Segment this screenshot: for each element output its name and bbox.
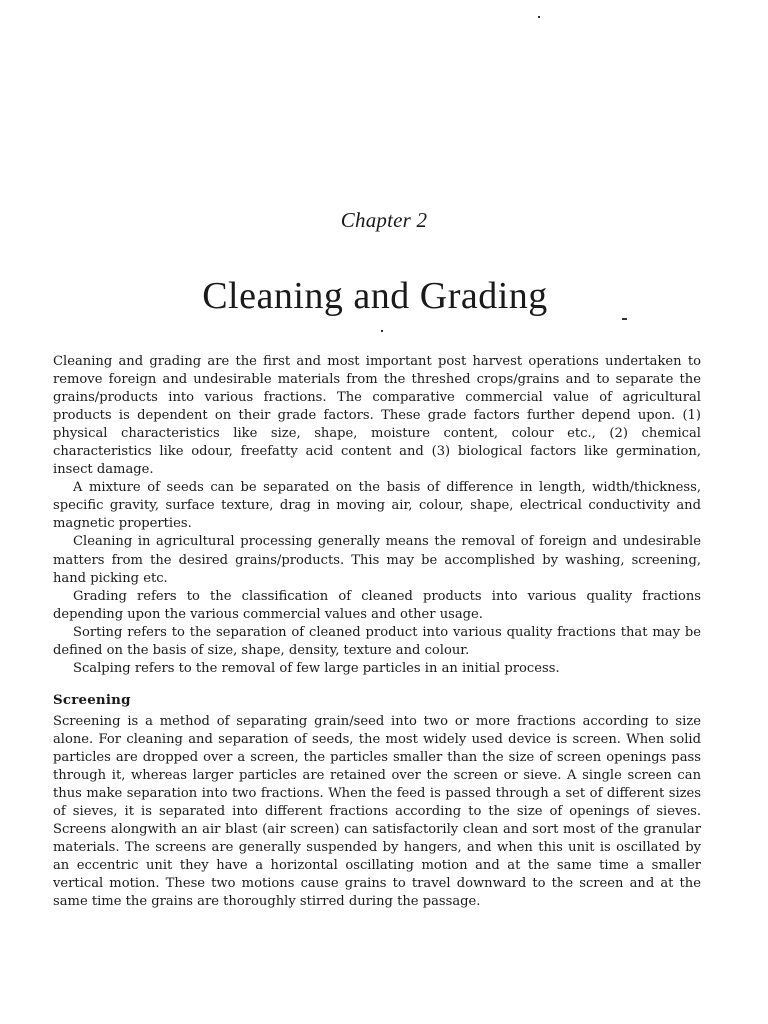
screening-paragraph: Screening is a method of separating grain/seed into two or more fractions according to size alone. For cleaning and separation of seeds, the most widely used device is screen. When solid particles are dropped over a screen, the particles smaller than the size of screen openings pass through it, whereas larger particles are retained over the screen or sieve. A single screen can thus make separation into two fractions. When the feed is passed through a set of different sizes of sieves, it is separated into different fractions according to the size of openings of sieves. Screens alongwith an air blast (air screen) can satisfactorily clean and sort most of the granular materials. The screens are generally suspended by hangers, and when this unit is oscillated by an eccentric unit they have a horizontal oscillating motion and at the same time a smaller vertical motion. These two motions cause grains to travel downward to the screen and at the same time the grains are thoroughly stirred during the passage. bbox=[53, 713, 701, 910]
body-text bbox=[53, 353, 701, 911]
intro-paragraph-5: Sorting refers to the separation of cleaned product into various quality fractions that may be defined on the basis of size, shape, density, texture and colour. bbox=[53, 624, 701, 658]
chapter-label: Chapter 2 bbox=[340, 208, 428, 232]
chapter-title: Cleaning and Grading bbox=[202, 275, 548, 317]
scan-speck bbox=[381, 330, 383, 332]
section-heading-screening: Screening bbox=[53, 691, 131, 708]
intro-paragraph-4: Grading refers to the classification of cleaned products into various quality fractions depending upon the various commercial values and other usage. bbox=[53, 588, 701, 622]
intro-paragraph-2: A mixture of seeds can be separated on the basis of difference in length, width/thickness, specific gravity, surface texture, drag in moving air, colour, shape, electrical conductivity and magnetic properties. bbox=[53, 480, 701, 532]
intro-paragraph-6: Scalping refers to the removal of few large particles in an initial process. bbox=[73, 660, 560, 676]
intro-paragraph-1: Cleaning and grading are the first and most important post harvest operations undertaken to remove foreign and undesirable materials from the threshed crops/grains and to separate the grains/products into various fractions. The comparative commercial value of agricultural products is dependent on their grade factors. These grade factors further depend upon. (1) physical characteristics like size, shape, moisture content, colour etc., (2) chemical characteristics like odour, freefatty acid content and (3) biological factors like germination, insect damage. bbox=[53, 354, 701, 478]
scan-speck bbox=[538, 16, 540, 18]
intro-paragraph-3: Cleaning in agricultural processing generally means the removal of foreign and undesirable matters from the desired grains/products. This may be accomplished by washing, screening, hand picking etc. bbox=[53, 534, 701, 586]
scan-speck bbox=[622, 318, 627, 320]
